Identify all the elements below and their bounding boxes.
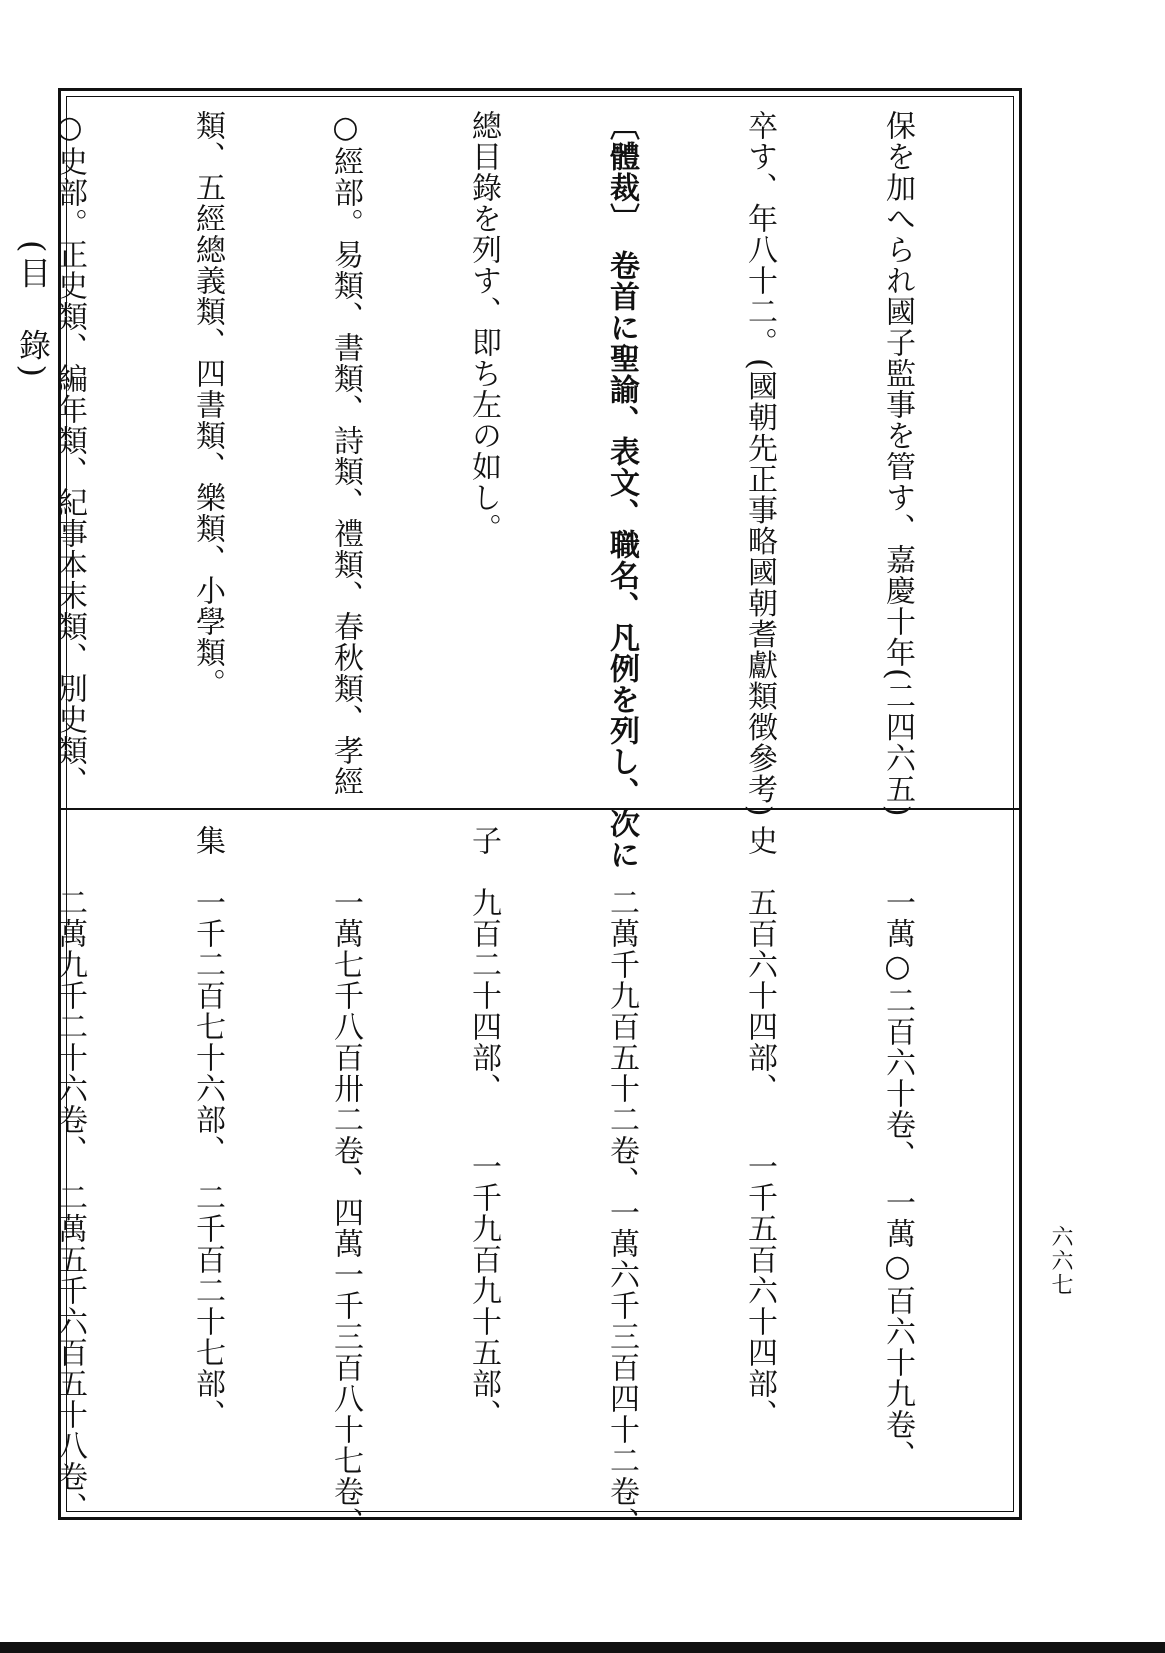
lower-text-block [52,825,1012,1538]
text-line: 保を加へられ國子監事を管す、嘉慶十年(二四六五) [880,110,915,818]
table-row-line: 二萬千九百五十二卷、一萬六千三百四十二卷、 [604,825,639,1538]
text-line: ○經部。易類、書類、詩類、禮類、春秋類、孝經 [328,110,363,797]
text-line: 類、五經總義類、四書類、樂類、小學類。 [190,110,225,699]
bottom-rule [0,1642,1165,1653]
text-line: 總目錄を列す、即ち左の如し。 [466,110,501,544]
page-number: 六六七 [1048,1225,1073,1297]
table-row-line: 一萬七千八百卅二卷、四萬一千三百八十七卷、 [328,825,363,1538]
text-line: ○史部。正史類、編年類、紀事本末類、別史類、 [52,110,87,797]
running-title: (目 錄) [14,240,52,381]
table-row-line: 一萬○二百六十卷、 一萬○百六十九卷、 [880,825,915,1471]
section-divider [58,808,1022,810]
table-row-line: 集 一千二百七十六部、 二千百二十七部、 [190,825,225,1430]
upper-text-block [52,110,1012,870]
table-row-line: 二萬九千二十六卷、 二萬五千六百五十八卷、 [52,825,87,1523]
table-row-line: 史 五百六十四部、 一千五百六十四部、 [742,825,777,1430]
table-row-line: 子 九百二十四部、 一千九百九十五部、 [466,825,501,1430]
text-line: 卒す、年八十二。(國朝先正事略國朝耆獻類徴參考) [742,110,777,818]
section-heading-line: 〔體裁〕 卷首に聖諭、表文、職名、凡例を列し、次に [604,110,639,870]
